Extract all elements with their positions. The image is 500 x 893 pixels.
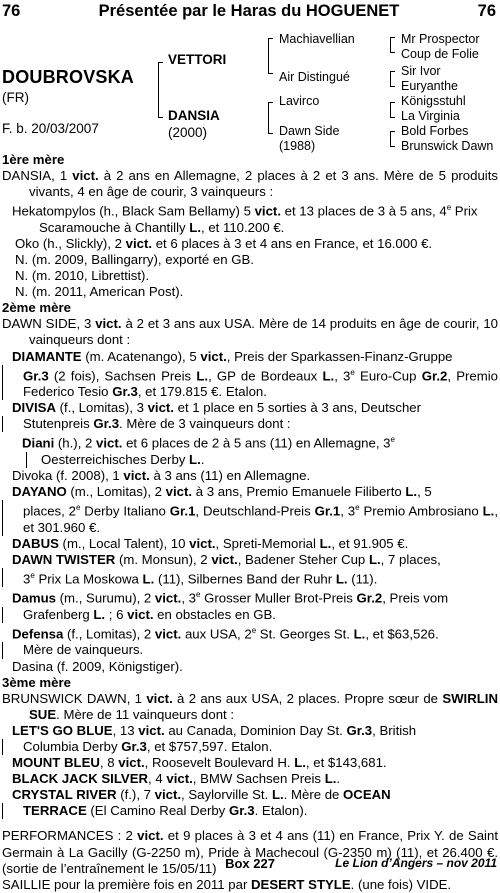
bracket — [158, 62, 163, 118]
diani: Diani (h.), 2 vict. et 6 places de 2 à 5 ans (11) en Allemagne, 3e — [22, 435, 395, 451]
page-number-left: 76 — [2, 2, 21, 20]
ggp-2: Coup de Folie — [401, 47, 479, 61]
diamante: DIAMANTE (m. Acatenango), 5 vict., Preis der Sparkassen-Finanz-Gruppe — [12, 348, 453, 364]
dam-year: (2000) — [168, 125, 208, 140]
ggp-5: Königsstuhl — [401, 94, 466, 108]
gp-2: Air Distingué — [279, 70, 350, 84]
section-second-dam: 2ème mère — [2, 300, 71, 316]
page-number-right: 76 — [477, 2, 496, 20]
ggp-8: Brunswick Dawn — [401, 139, 494, 153]
gp-1: Machiavellian — [279, 32, 355, 46]
mount-bleu: MOUNT BLEU, 8 vict., Roosevelt Boulevard H. L., et $143,681. — [12, 755, 387, 771]
dam: DANSIA — [168, 108, 220, 123]
ggp-6: La Virginia — [401, 109, 460, 123]
second-dam-record: DAWN SIDE, 3 vict. à 2 et 3 ans aux USA. Mère de 14 produits en âge de courir, 10 vainqueurs dont : — [2, 316, 498, 348]
bracket — [268, 102, 273, 134]
bracket — [390, 102, 395, 118]
page-footer — [0, 856, 500, 872]
divisa: DIVISA (f., Lomitas), 3 vict. et 1 place en 5 sorties à 3 ans, Deutscher — [12, 400, 422, 416]
lets-go-blue-cont: Columbia Derby Gr.3, et $757,597. Etalon. — [2, 739, 498, 755]
catalogue-text — [2, 152, 498, 893]
page-header — [2, 2, 496, 22]
dayano: DAYANO (m., Lomitas), 2 vict. à 3 ans, Premio Emanuele Filiberto L., 5 — [12, 484, 432, 500]
produce-4: N. (m. 2010, Librettist). — [15, 268, 150, 284]
ggp-1: Mr Prospector — [401, 32, 480, 46]
dam-record: DANSIA, 1 vict. à 2 ans en Allemagne, 2 places à 2 et 3 ans. Mère de 5 produits vivants, 4 en âge de courir, 3 vainqueurs : — [2, 168, 498, 200]
defensa: Defensa (f., Lomitas), 2 vict. aux USA, 2e St. Georges St. L., et $63,526. — [12, 625, 439, 642]
lets-go-blue: LET'S GO BLUE, 13 vict. au Canada, Dominion Day St. Gr.3, British — [12, 722, 417, 738]
crystal-river: CRYSTAL RIVER (f.), 7 vict., Saylorville St. L.. Mère de OCEAN — [12, 787, 391, 803]
divoka: Divoka (f. 2008), 1 vict. à 3 ans (11) en Allemagne. — [12, 467, 311, 483]
gp-5: (1988) — [279, 139, 316, 153]
horse-birth: F. b. 20/03/2007 — [2, 121, 99, 136]
dabus: DABUS (m., Local Talent), 10 vict., Spreti-Memorial L., et 91.905 €. — [12, 535, 409, 551]
damus: Damus (m., Surumu), 2 vict., 3e Grosser Muller Brot-Preis Gr.2, Preis vom — [12, 590, 449, 606]
pedigree-block — [0, 24, 500, 160]
dawn-twister-cont: 3e Prix La Moskowa L. (11), Silbernes Band der Ruhr L. (11). — [2, 568, 498, 587]
bracket — [390, 131, 395, 147]
sire: VETTORI — [168, 52, 227, 67]
crystal-river-cont: TERRACE (El Camino Real Derby Gr.3. Etalon). — [2, 803, 498, 819]
divisa-cont: Stutenpreis Gr.3. Mère de 3 vainqueurs dont : — [2, 416, 498, 432]
saillie: SAILLIE pour la première fois en 2011 par DESERT STYLE. (une fois) VIDE. — [2, 876, 452, 892]
produce-5: N. (m. 2011, American Post). — [15, 284, 184, 300]
dasina: Dasina (f. 2009, Königstiger). — [12, 658, 183, 674]
black-jack-silver: BLACK JACK SILVER, 4 vict., BMW Sachsen Preis L.. — [12, 771, 341, 787]
section-first-dam: 1ère mère — [2, 152, 65, 167]
third-dam-record: BRUNSWICK DAWN, 1 vict. à 2 ans aux USA, 2 places. Propre sœur de SWIRLIN SUE. Mère de 11 vainqueurs dont : — [2, 690, 498, 722]
horse-country: (FR) — [2, 90, 29, 105]
produce-3: N. (m. 2009, Ballingarry), exporté en GB. — [15, 251, 254, 267]
dayano-cont: places, 2e Derby Italiano Gr.1, Deutschland-Preis Gr.1, 3e Premio Ambrosiano L., et 301.960 €. — [2, 500, 498, 536]
diamante-cont: Gr.3 (2 fois), Sachsen Preis L., GP de Bordeaux L., 3e Euro-Cup Gr.2, Premio Federico Tesio Gr.3, et 179.815 €. Etalon. — [2, 365, 498, 401]
consignor-title: Présentée par le Haras du HOGUENET — [98, 2, 400, 20]
produce-2: Oko (h., Slickly), 2 vict. et 6 places à 3 et 4 ans en France, et 16.000 €. — [15, 235, 433, 251]
bracket — [390, 37, 395, 53]
sale-info: Le Lion d’Angers – nov 2011 — [335, 856, 497, 870]
ggp-4: Euryanthe — [401, 79, 458, 93]
ggp-3: Sir Ivor — [401, 64, 441, 78]
box-number: Box 227 — [225, 856, 275, 871]
damus-cont: Grafenberg L. ; 6 vict. en obstacles en GB. — [2, 607, 498, 623]
spacer — [2, 819, 498, 828]
defensa-cont: Mère de vainqueurs. — [2, 642, 498, 658]
bracket — [268, 38, 273, 74]
gp-4: Dawn Side — [279, 124, 340, 138]
performances: PERFORMANCES : 2 vict. et 9 places à 3 et 4 ans (11) en France, Prix Y. de Saint Germain à La Gacilly (G-2250 m), Pride à Machecoul (G-2350 m) (11), et 26.400 €. (sortie de l’entraînement le 15/05/11) — [2, 828, 498, 876]
bracket — [390, 71, 395, 87]
produce-1: Hekatompylos (h., Black Sam Bellamy) 5 vict. et 13 places de 3 à 5 ans, 4e Prix Scaramouche à Chantilly L., et 110.200 €. — [12, 203, 478, 235]
section-third-dam: 3ème mère — [2, 674, 71, 690]
gp-3: Lavirco — [279, 94, 320, 108]
ggp-7: Bold Forbes — [401, 124, 469, 138]
horse-name: DOUBROVSKA — [2, 67, 135, 87]
diani-cont: Oesterreichisches Derby L.. — [26, 452, 498, 468]
dawn-twister: DAWN TWISTER (m. Monsun), 2 vict., Badener Steher Cup L., 7 places, — [12, 551, 441, 567]
